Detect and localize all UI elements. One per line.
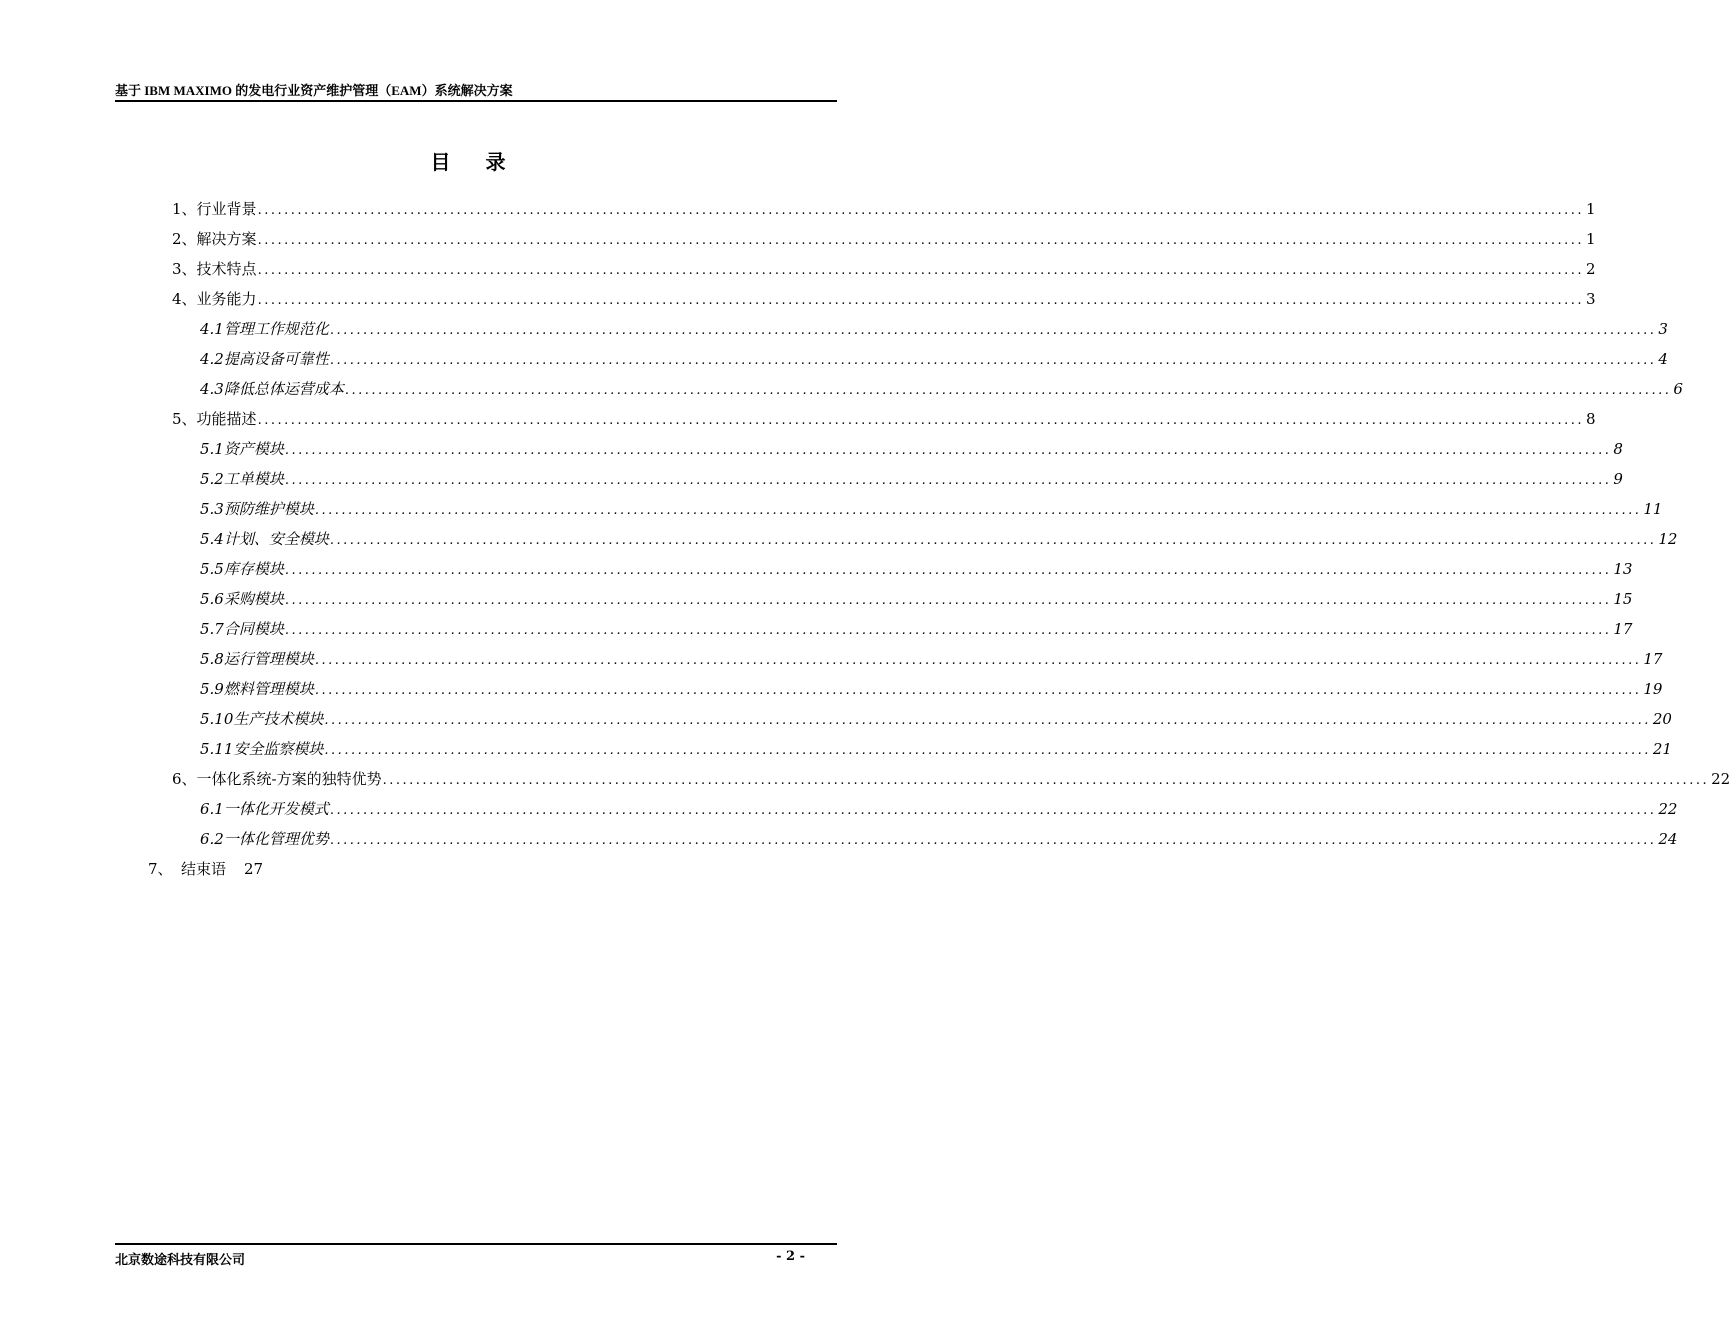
toc-entry-page: 24: [1658, 830, 1678, 848]
toc-leader: ........................................................................................................................................................................................................: [382, 773, 1710, 788]
toc-leader: ........................................................................................................................................................................................................: [314, 653, 1642, 668]
toc-entry[interactable]: [172, 258, 1596, 280]
toc-entry-number: 6、: [172, 770, 197, 788]
toc-leader: ........................................................................................................................................................................................................: [284, 563, 1612, 578]
toc-entry-number: 5.11: [200, 740, 234, 758]
toc-leader: ........................................................................................................................................................................................................: [257, 233, 1585, 248]
toc-entry-page: 8: [1613, 440, 1623, 458]
toc-entry-number: 5、: [172, 410, 197, 428]
toc-entry-label: 降低总体运营成本: [223, 380, 344, 398]
toc-entry-number: 5.3: [200, 500, 224, 518]
toc-entry[interactable]: [172, 768, 1730, 790]
toc-entry-page: 17: [1643, 650, 1663, 668]
toc-entry[interactable]: [200, 378, 1683, 400]
toc-entry-label: 安全监察模块: [233, 740, 324, 758]
toc-entry-page: 3: [1658, 320, 1668, 338]
toc-entry-page: 8: [1586, 410, 1596, 428]
toc-entry-label: 计划、安全模块: [223, 530, 329, 548]
toc-entry-page: 2: [1586, 260, 1596, 278]
toc-entry-page: 15: [1613, 590, 1633, 608]
toc-entry-page: 1: [1586, 230, 1596, 248]
toc-entry-number: 5.7: [200, 620, 224, 638]
toc-entry-label: 功能描述: [196, 410, 257, 428]
toc-leader: ........................................................................................................................................................................................................: [284, 593, 1612, 608]
toc-entry-page: 4: [1658, 350, 1668, 368]
toc-entry[interactable]: [200, 438, 1623, 460]
toc-entry-page: 3: [1586, 290, 1596, 308]
header-title: 基于 IBM MAXIMO 的发电行业资产维护管理（EAM）系统解决方案: [115, 83, 513, 98]
toc-entry-label: 采购模块: [223, 590, 284, 608]
toc-entry-number: 6.1: [200, 800, 224, 818]
toc-leader: ........................................................................................................................................................................................................: [284, 473, 1612, 488]
toc-entry-number: 4.2: [200, 350, 224, 368]
toc-entry[interactable]: [200, 468, 1623, 490]
toc-leader: ........................................................................................................................................................................................................: [284, 443, 1612, 458]
toc-entry[interactable]: [200, 528, 1678, 550]
toc-entry-number: 5.4: [200, 530, 224, 548]
toc-entry-label: 一体化开发模式: [223, 800, 329, 818]
toc-entry[interactable]: [200, 498, 1663, 520]
toc-entry[interactable]: [200, 558, 1633, 580]
toc-entry-number: 5.9: [200, 680, 224, 698]
toc-entry[interactable]: [200, 678, 1663, 700]
toc-entry[interactable]: [200, 348, 1668, 370]
toc-heading: 目 录: [430, 150, 520, 174]
toc-leader: ........................................................................................................................................................................................................: [257, 293, 1585, 308]
toc-entry-label: 行业背景: [196, 200, 257, 218]
toc-leader: ........................................................................................................................................................................................................: [329, 533, 1657, 548]
toc-entry-page: 19: [1643, 680, 1663, 698]
toc-entry[interactable]: [200, 318, 1668, 340]
toc-entry-label: 解决方案: [196, 230, 257, 248]
toc-entry-page: 9: [1613, 470, 1623, 488]
toc-entry-label: 运行管理模块: [223, 650, 314, 668]
toc-entry-label: 工单模块: [223, 470, 284, 488]
toc-entry-page: 11: [1643, 500, 1663, 518]
page-header: [115, 80, 837, 102]
toc-entry-label: 结束语: [181, 860, 227, 878]
toc-entry-number: 1、: [172, 200, 197, 218]
toc-leader: ........................................................................................................................................................................................................: [314, 683, 1642, 698]
toc-leader: ........................................................................................................................................................................................................: [314, 503, 1642, 518]
toc-entry-number: 4.1: [200, 320, 224, 338]
page-footer: [115, 1243, 837, 1269]
toc-entry-page: 12: [1658, 530, 1678, 548]
toc-entry[interactable]: [200, 618, 1633, 640]
toc-entry-label: 一体化系统-方案的独特优势: [196, 770, 382, 788]
toc-entry-number: 5.6: [200, 590, 224, 608]
toc-leader: ........................................................................................................................................................................................................: [324, 713, 1651, 728]
footer-company: 北京数途科技有限公司: [115, 1253, 246, 1268]
toc-entry-number: 5.1: [200, 440, 224, 458]
toc-entry-page: 21: [1652, 740, 1672, 758]
toc-entry-label: 库存模块: [223, 560, 284, 578]
toc-entry-page: 1: [1586, 200, 1596, 218]
toc-entry-number: 4.3: [200, 380, 224, 398]
toc-entry[interactable]: [200, 648, 1663, 670]
toc-entry[interactable]: [200, 738, 1672, 760]
toc-leader: ........................................................................................................................................................................................................: [284, 623, 1612, 638]
toc-entry-label: 技术特点: [196, 260, 257, 278]
toc-entry-label: 管理工作规范化: [223, 320, 329, 338]
toc-leader: ........................................................................................................................................................................................................: [257, 203, 1585, 218]
toc-entry-page: 6: [1673, 380, 1683, 398]
toc-entry-number: 2、: [172, 230, 197, 248]
toc-entry-number: 5.5: [200, 560, 224, 578]
toc-leader: ........................................................................................................................................................................................................: [257, 263, 1585, 278]
toc-entry-page: 20: [1652, 710, 1672, 728]
toc-entry-page: 13: [1613, 560, 1633, 578]
toc-entry-label: 燃料管理模块: [223, 680, 314, 698]
toc-entry-label: 业务能力: [196, 290, 257, 308]
toc-entry[interactable]: [172, 288, 1596, 310]
toc-entry-page: 17: [1613, 620, 1633, 638]
toc-entry-number: 3、: [172, 260, 197, 278]
toc-entry[interactable]: [172, 228, 1596, 250]
toc-entry-page: 22: [1711, 770, 1730, 788]
toc-entry-page: 27: [244, 860, 264, 878]
toc-entry-number: 5.10: [200, 710, 234, 728]
toc-entry[interactable]: [200, 588, 1633, 610]
toc-leader: ........................................................................................................................................................................................................: [324, 743, 1651, 758]
toc-entry[interactable]: [172, 408, 1596, 430]
toc-entry-number: 6.2: [200, 830, 224, 848]
toc-entry-page: 22: [1658, 800, 1678, 818]
footer-page-number: - 2 -: [776, 1249, 805, 1264]
toc-entry-number: 5.8: [200, 650, 224, 668]
toc-entry-number: 7、: [148, 860, 173, 878]
toc-entry-label: 提高设备可靠性: [223, 350, 329, 368]
toc-entry-label: 合同模块: [223, 620, 284, 638]
toc-entry[interactable]: [200, 798, 1678, 820]
toc-leader: ........................................................................................................................................................................................................: [329, 323, 1657, 338]
toc-entry-label: 预防维护模块: [223, 500, 314, 518]
toc-entry-label: 资产模块: [223, 440, 284, 458]
toc-leader: ........................................................................................................................................................................................................: [257, 413, 1585, 428]
toc-entry[interactable]: [148, 858, 348, 880]
toc-leader: ........................................................................................................................................................................................................: [329, 353, 1657, 368]
toc-entry-number: 4、: [172, 290, 197, 308]
toc-entry-number: 5.2: [200, 470, 224, 488]
toc-entry[interactable]: [172, 198, 1596, 220]
toc-entry-label: 生产技术模块: [233, 710, 324, 728]
toc-leader: ........................................................................................................................................................................................................: [344, 383, 1672, 398]
toc-entry[interactable]: [200, 708, 1672, 730]
toc-entry[interactable]: [200, 828, 1678, 850]
toc-leader: ........................................................................................................................................................................................................: [329, 803, 1657, 818]
toc-leader: ........................................................................................................................................................................................................: [329, 833, 1657, 848]
toc-entry-label: 一体化管理优势: [223, 830, 329, 848]
